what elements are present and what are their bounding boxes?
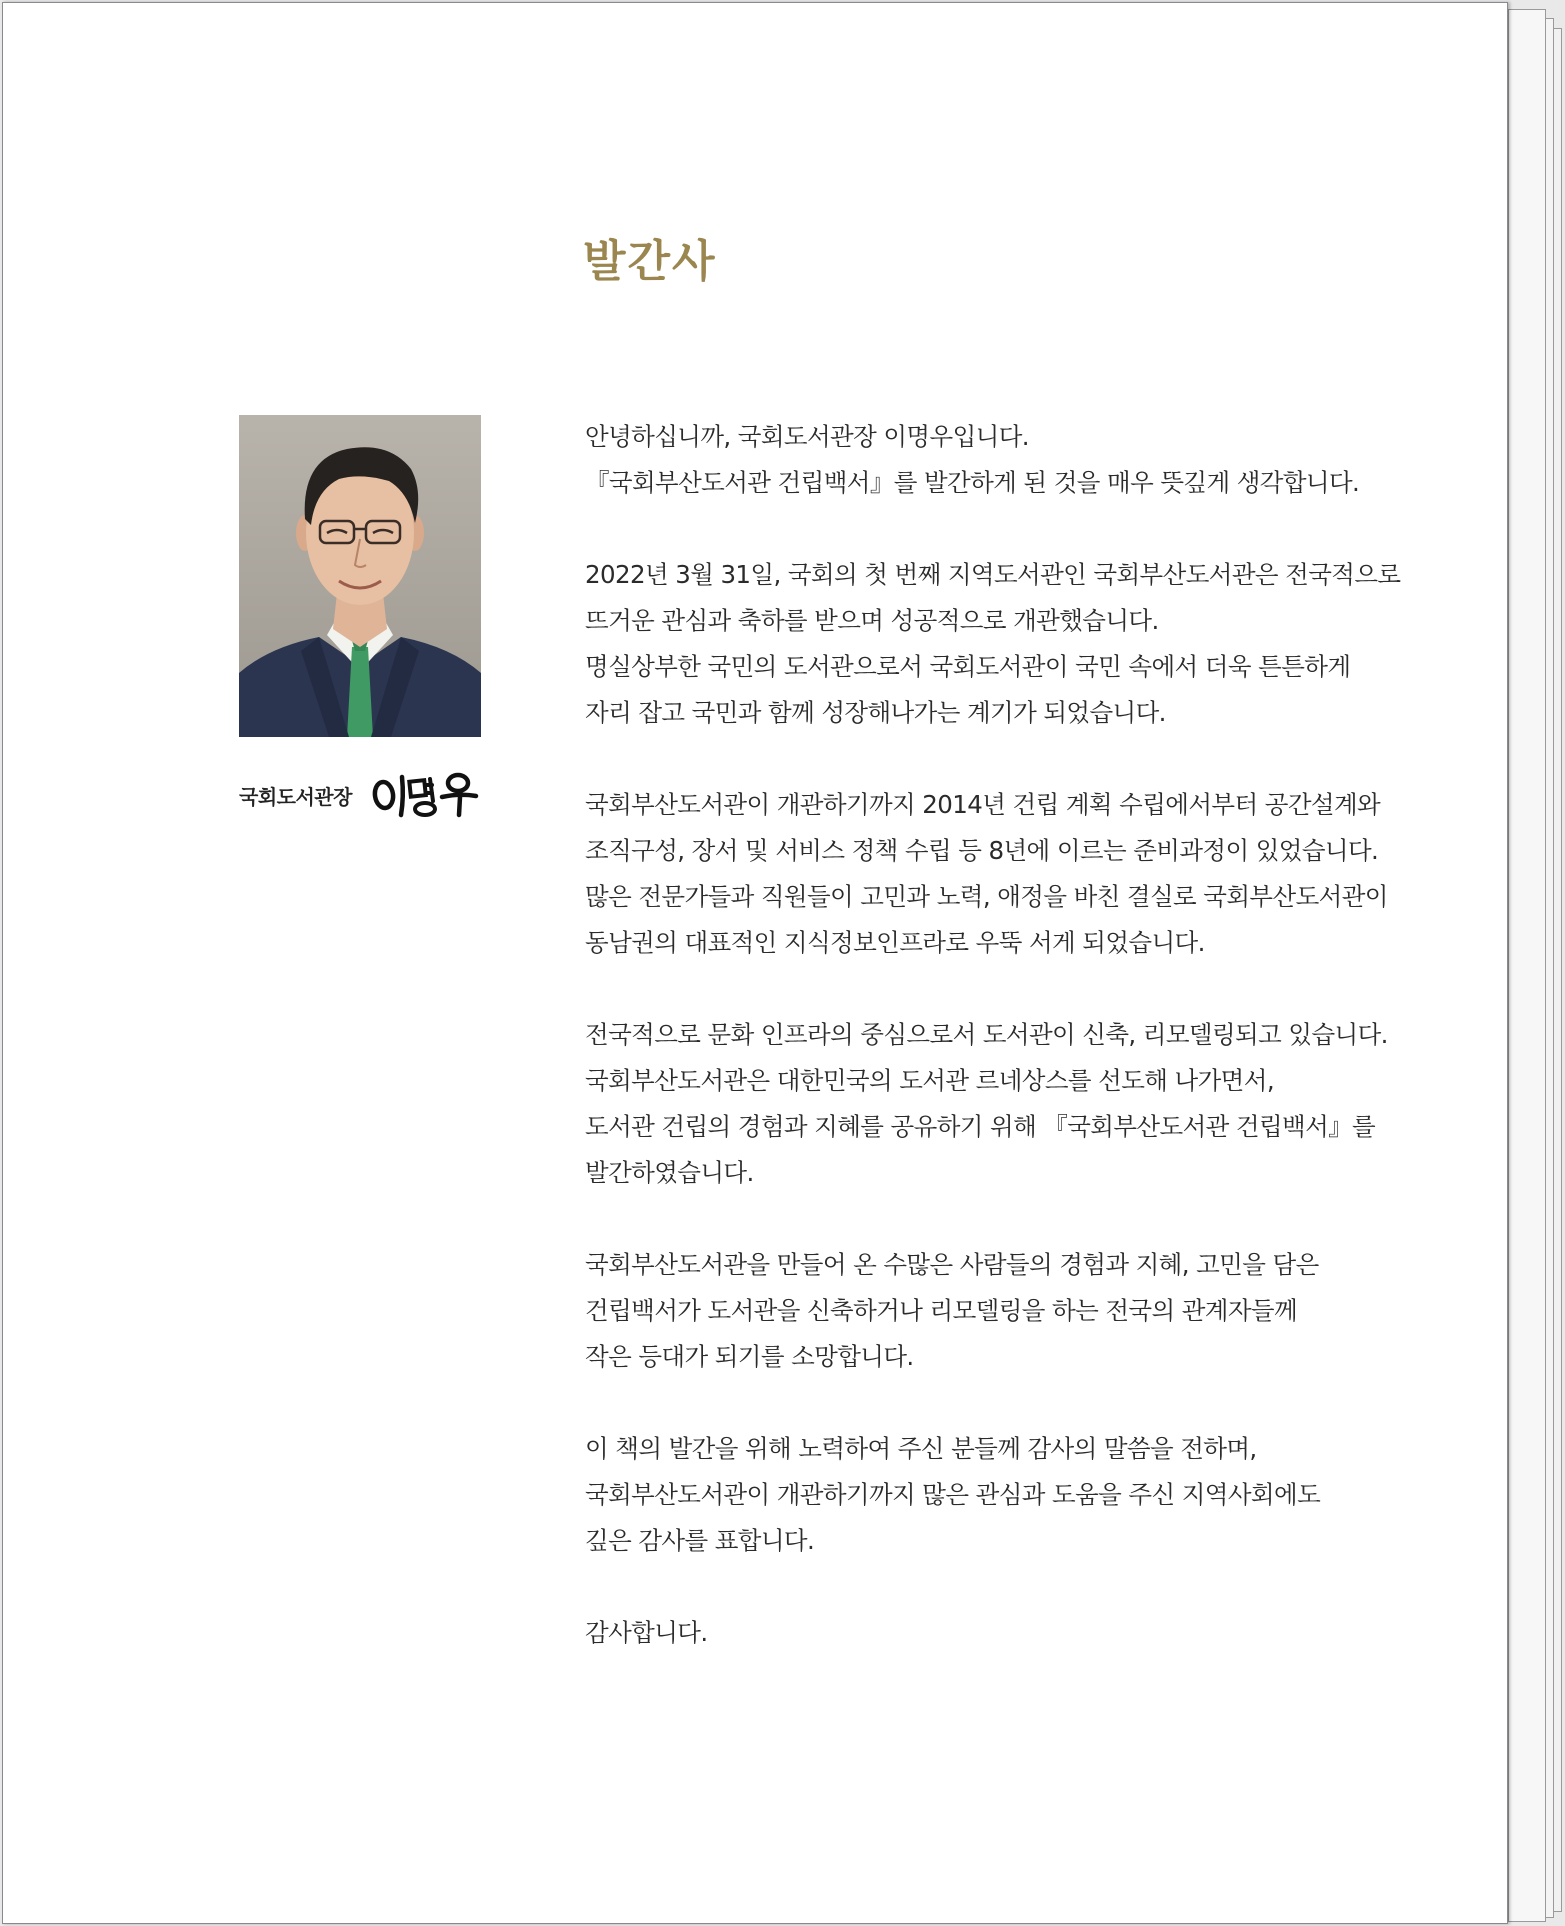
text-line: 이 책의 발간을 위해 노력하여 주신 분들께 감사의 말씀을 전하며, (585, 1434, 1257, 1463)
paragraph (585, 782, 1425, 966)
body-text (585, 414, 1425, 1702)
text-line: 자리 잡고 국민과 함께 성장해나가는 계기가 되었습니다. (585, 698, 1166, 727)
text-line: 깊은 감사를 표합니다. (585, 1526, 815, 1555)
text-line: 안녕하십니까, 국회도서관장 이명우입니다. (585, 422, 1029, 451)
text-line: 국회부산도서관이 개관하기까지 많은 관심과 도움을 주신 지역사회에도 (585, 1480, 1321, 1509)
text-line: 발간하였습니다. (585, 1158, 754, 1187)
paragraph (585, 1012, 1425, 1196)
portrait-illustration (239, 415, 481, 737)
text-line: 전국적으로 문화 인프라의 중심으로서 도서관이 신축, 리모델링되고 있습니다. (585, 1020, 1388, 1049)
text-line: 많은 전문가들과 직원들이 고민과 노력, 애정을 바친 결실로 국회부산도서관이 (585, 882, 1388, 911)
text-line: 국회부산도서관은 대한민국의 도서관 르네상스를 선도해 나가면서, (585, 1066, 1275, 1095)
text-line: 2022년 3월 31일, 국회의 첫 번째 지역도서관인 국회부산도서관은 전국적으로 (585, 560, 1401, 589)
text-line: 건립백서가 도서관을 신축하거나 리모델링을 하는 전국의 관계자들께 (585, 1296, 1298, 1325)
portrait-photo (239, 415, 481, 737)
document-page (2, 2, 1508, 1924)
text-line: 뜨거운 관심과 축하를 받으며 성공적으로 개관했습니다. (585, 606, 1159, 635)
text-line: 동남권의 대표적인 지식정보인프라로 우뚝 서게 되었습니다. (585, 928, 1205, 957)
paragraph (585, 1426, 1425, 1564)
author-signature (370, 769, 480, 821)
paragraph (585, 414, 1425, 506)
page-stack-edge (1508, 9, 1546, 1922)
text-line: 국회부산도서관이 개관하기까지 2014년 건립 계획 수립에서부터 공간설계와 (585, 790, 1381, 819)
text-line: 명실상부한 국민의 도서관으로서 국회도서관이 국민 속에서 더욱 튼튼하게 (585, 652, 1351, 681)
text-line: 도서관 건립의 경험과 지혜를 공유하기 위해 『국회부산도서관 건립백서』를 (585, 1112, 1376, 1141)
text-line: 『국회부산도서관 건립백서』를 발간하게 된 것을 매우 뜻깊게 생각합니다. (585, 468, 1360, 497)
text-line: 감사합니다. (585, 1618, 708, 1647)
page-title: 발간사 (583, 236, 717, 287)
text-line: 국회부산도서관을 만들어 온 수많은 사람들의 경험과 지혜, 고민을 담은 (585, 1250, 1319, 1279)
paragraph (585, 1610, 1425, 1656)
text-line: 작은 등대가 되기를 소망합니다. (585, 1342, 914, 1371)
text-line: 조직구성, 장서 및 서비스 정책 수립 등 8년에 이르는 준비과정이 있었습니다. (585, 836, 1379, 865)
paragraph (585, 1242, 1425, 1380)
author-caption (239, 769, 480, 821)
author-role: 국회도서관장 (239, 784, 352, 809)
paragraph (585, 552, 1425, 736)
